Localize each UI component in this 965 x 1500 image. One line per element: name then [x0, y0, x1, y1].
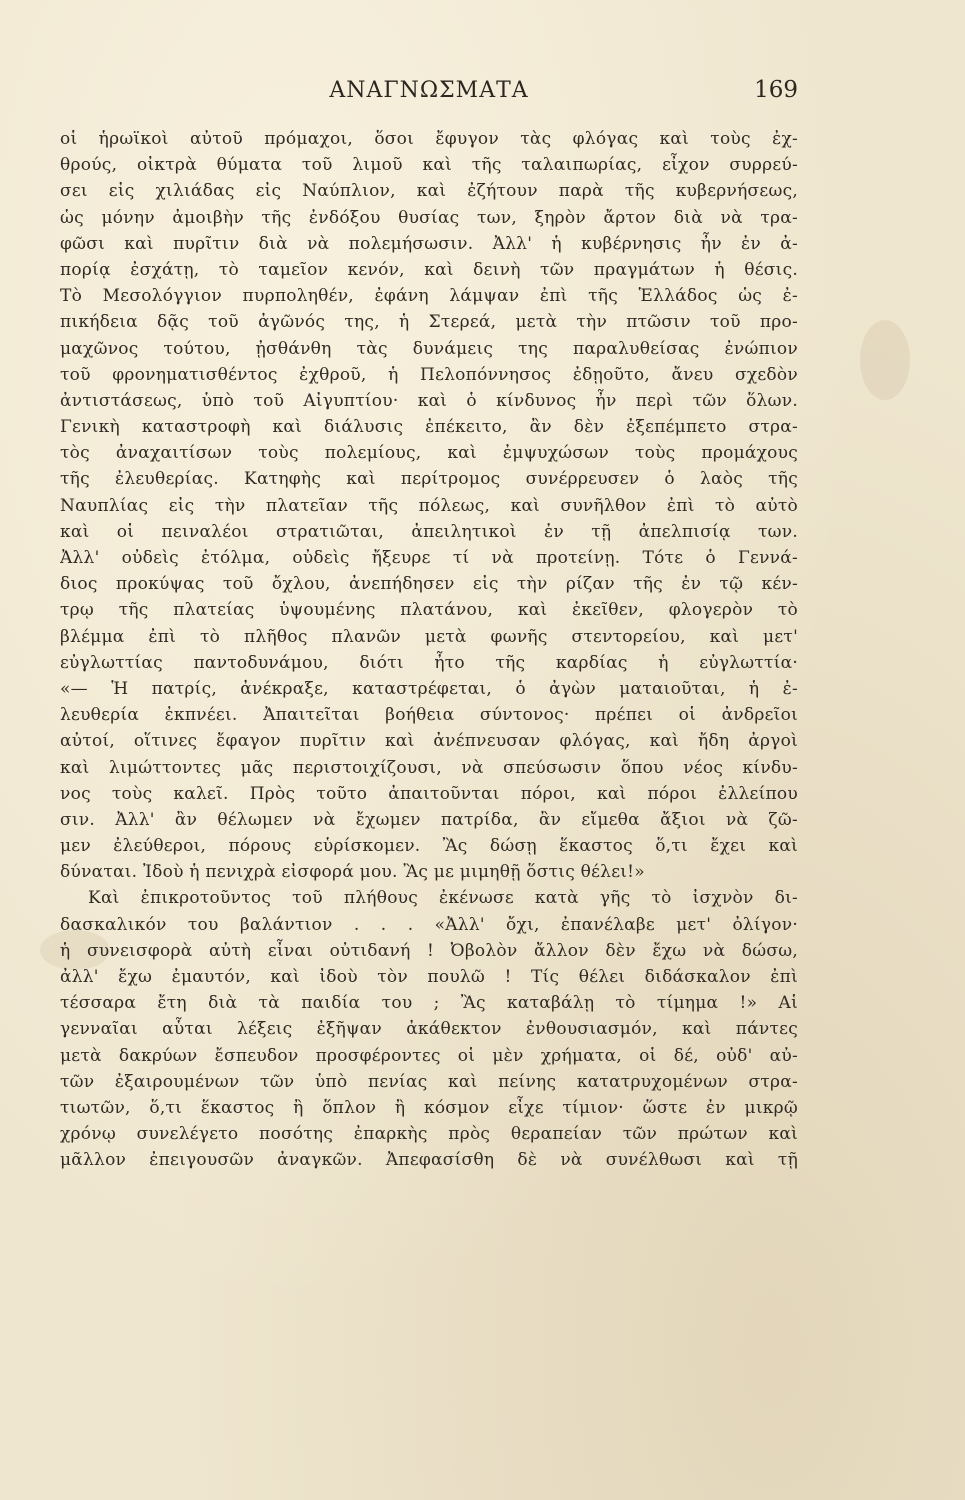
text-line: Καὶ ἐπικροτοῦντος τοῦ πλήθους ἐκένωσε κατὰ γῆς τὸ ἰσχνὸν δι- [88, 888, 798, 909]
text-line: Γενικὴ καταστροφὴ καὶ διάλυσις ἐπέκειτο, ἂν δὲν ἐξεπέμπετο στρα- [60, 417, 798, 438]
text-line: διος προκύψας τοῦ ὄχλου, ἀνεπήδησεν εἰς τὴν ρίζαν τῆς ἐν τῷ κέν- [60, 574, 798, 595]
text-line: γενναῖαι αὗται λέξεις ἐξῆψαν ἀκάθεκτον ἐνθουσιασμόν, καὶ πάντες [60, 1019, 798, 1040]
text-line: μετὰ δακρύων ἔσπευδον προσφέροντες οἱ μὲν χρήματα, οἱ δέ, οὐδ' αὐ- [60, 1045, 798, 1066]
text-line: «— Ἡ πατρίς, ἀνέκραξε, καταστρέφεται, ὁ ἀγὼν ματαιοῦται, ἡ ἐ- [60, 678, 798, 699]
text-line: εὐγλωττίας παντοδυνάμου, διότι ἦτο τῆς καρδίας ἡ εὐγλωττία· [60, 652, 798, 673]
text-line: μεν ἐλεύθεροι, πόρους εὑρίσκομεν. Ἂς δώσῃ ἕκαστος ὅ,τι ἔχει καὶ [60, 836, 798, 857]
text-line: ἡ συνεισφορὰ αὐτὴ εἶναι οὐτιδανή ! Ὀβολὸν ἄλλον δὲν ἔχω νὰ δώσω, [60, 940, 798, 961]
text-line: σιν. Ἀλλ' ἂν θέλωμεν νὰ ἔχωμεν πατρίδα, ἂν εἴμεθα ἄξιοι νὰ ζῶ- [60, 809, 798, 830]
text-line: βλέμμα ἐπὶ τὸ πλῆθος πλανῶν μετὰ φωνῆς στεντορείου, καὶ μετ' [60, 626, 798, 647]
text-line: καὶ οἱ πειναλέοι στρατιῶται, ἀπειλητικοὶ ἐν τῇ ἀπελπισίᾳ των. [60, 521, 798, 542]
text-line: οἱ ἡρωϊκοὶ αὐτοῦ πρόμαχοι, ὅσοι ἔφυγον τὰς φλόγας καὶ τοὺς ἐχ- [60, 129, 798, 149]
page-number: 169 [754, 77, 798, 103]
text-line: τοῦ φρονηματισθέντος ἐχθροῦ, ἡ Πελοπόννησος ἐδῃοῦτο, ἄνευ σχεδὸν [60, 364, 798, 385]
text-line: σει εἰς χιλιάδας εἰς Ναύπλιον, καὶ ἐζήτουν παρὰ τῆς κυβερνήσεως, [60, 181, 798, 202]
text-line: τιωτῶν, ὅ,τι ἕκαστος ἢ ὅπλον ἢ κόσμον εἶχε τίμιον· ὥστε ἐν μικρῷ [60, 1097, 798, 1118]
text-line: αὐτοί, οἵτινες ἔφαγον πυρῖτιν καὶ ἀνέπνευσαν φλόγας, καὶ ἤδη ἀργοὶ [60, 731, 798, 752]
text-line: τρῳ τῆς πλατείας ὑψουμένης πλατάνου, καὶ ἐκεῖθεν, φλογερὸν τὸ [60, 600, 798, 621]
text-line: τῆς ἐλευθερίας. Κατηφὴς καὶ περίτρομος συνέρρευσεν ὁ λαὸς τῆς [60, 469, 798, 490]
text-line: Ναυπλίας εἰς τὴν πλατεῖαν τῆς πόλεως, καὶ συνῆλθον ἐπὶ τὸ αὐτὸ [60, 495, 798, 516]
text-line: ἀλλ' ἔχω ἐμαυτόν, καὶ ἰδοὺ τὸν πουλῶ ! Τίς θέλει διδάσκαλον ἐπὶ [60, 967, 798, 987]
text-line: ἀντιστάσεως, ὑπὸ τοῦ Αἰγυπτίου· καὶ ὁ κίνδυνος ἦν περὶ τῶν ὅλων. [60, 390, 798, 411]
text-line: δύναται. Ἰδοὺ ἡ πενιχρὰ εἰσφορά μου. Ἂς με μιμηθῇ ὅστις θέλει!» [60, 862, 645, 883]
text-line: τῶν ἐξαιρουμένων τῶν ὑπὸ πενίας καὶ πείνης κατατρυχομένων στρα- [60, 1071, 798, 1092]
running-title: ΑΝΑΓΝΩΣΜΑΤΑ [329, 78, 529, 103]
text-line: νος τοὺς καλεῖ. Πρὸς τοῦτο ἀπαιτοῦνται πόροι, καὶ πόροι ἐλλείπου [60, 783, 798, 804]
text-line: λευθερία ἐκπνέει. Ἀπαιτεῖται βοήθεια σύντονος· πρέπει οἱ ἀνδρεῖοι [60, 705, 798, 726]
body-text [60, 126, 798, 1174]
text-line: Ἀλλ' οὐδεὶς ἐτόλμα, οὐδεὶς ἤξευρε τί νὰ προτείνῃ. Τότε ὁ Γεννά- [60, 548, 798, 568]
text-line: ὡς μόνην ἀμοιβὴν τῆς ἐνδόξου θυσίας των, ξηρὸν ἄρτον διὰ νὰ τρα- [60, 207, 798, 228]
text-line: θρούς, οἰκτρὰ θύματα τοῦ λιμοῦ καὶ τῆς ταλαιπωρίας, εἶχον συρρεύ- [60, 155, 798, 176]
text-line: πορίᾳ ἐσχάτῃ, τὸ ταμεῖον κενόν, καὶ δεινὴ τῶν πραγμάτων ἡ θέσις. [60, 259, 798, 280]
text-line: Τὸ Μεσολόγγιον πυρποληθέν, ἐφάνη λάμψαν ἐπὶ τῆς Ἑλλάδος ὡς ἐ- [60, 286, 798, 307]
paper-stain [860, 320, 910, 400]
text-line: καὶ λιμώττοντες μᾶς περιστοιχίζουσι, νὰ σπεύσωσιν ὅπου νέος κίνδυ- [60, 757, 798, 778]
text-line: μᾶλλον ἐπειγουσῶν ἀναγκῶν. Ἀπεφασίσθη δὲ νὰ συνέλθωσι καὶ τῇ [60, 1150, 798, 1171]
text-line: δασκαλικόν του βαλάντιον . . . «Ἀλλ' ὄχι, ἐπανέλαβε μετ' ὀλίγον· [60, 914, 798, 935]
text-line: χρόνῳ συνελέγετο ποσότης ἐπαρκὴς πρὸς θεραπείαν τῶν πρώτων καὶ [60, 1124, 798, 1145]
text-line: τέσσαρα ἔτη διὰ τὰ παιδία του ; Ἂς καταβάλῃ τὸ τίμημα !» Αἱ [60, 993, 798, 1014]
text-line: πικήδεια δᾷς τοῦ ἀγῶνός της, ἡ Στερεά, μετὰ τὴν πτῶσιν τοῦ προ- [60, 312, 798, 333]
running-header [60, 78, 798, 114]
text-line: μαχῶνος τούτου, ᾐσθάνθη τὰς δυνάμεις της παραλυθείσας ἐνώπιον [60, 338, 798, 359]
text-line: φῶσι καὶ πυρῖτιν διὰ νὰ πολεμήσωσιν. Ἀλλ' ἡ κυβέρνησις ἦν ἐν ἀ- [60, 233, 798, 254]
text-line: τὸς ἀναχαιτίσων τοὺς πολεμίους, καὶ ἐμψυχώσων τοὺς προμάχους [60, 443, 798, 464]
